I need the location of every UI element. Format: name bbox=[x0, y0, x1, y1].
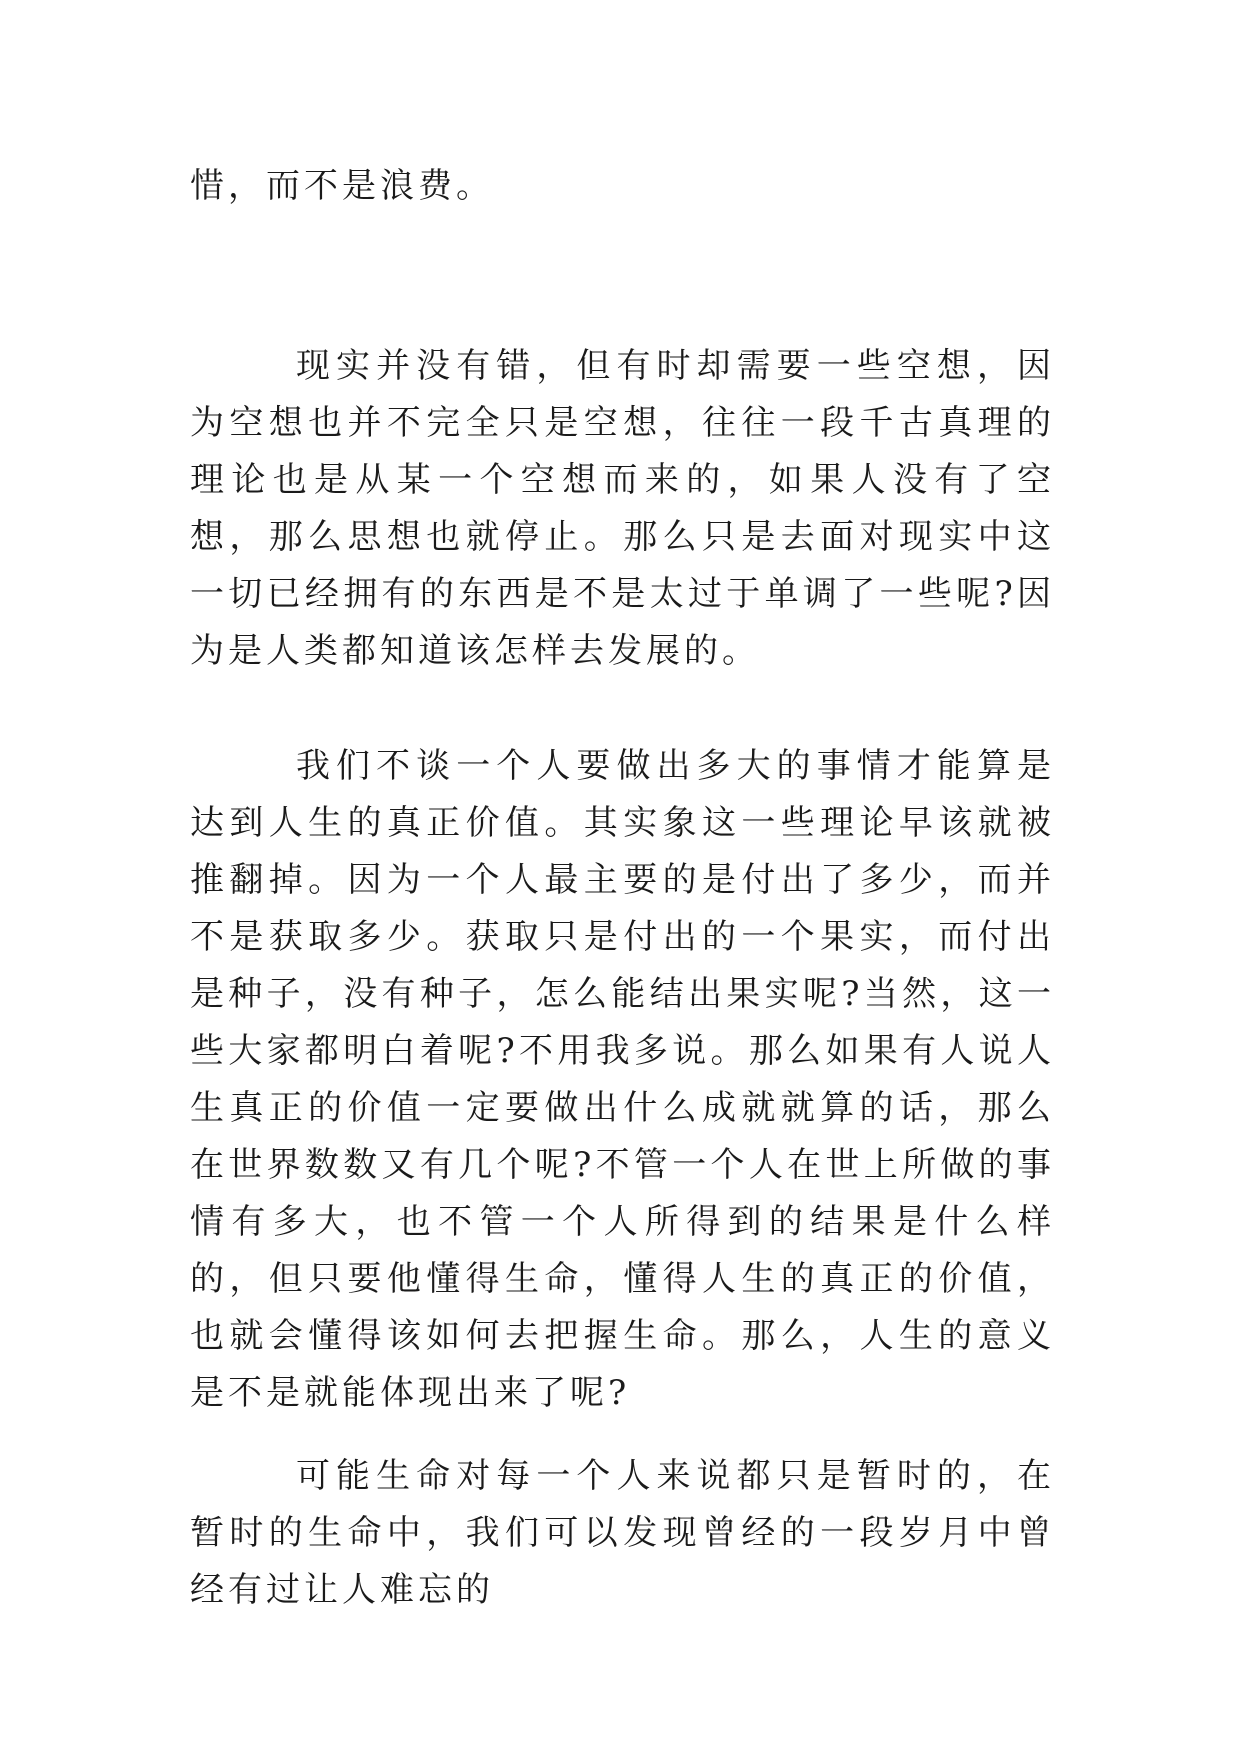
paragraph-continuation: 惜，而不是浪费。 bbox=[190, 166, 494, 206]
paragraph-value-of-life: 我们不谈一个人要做出多大的事情才能算是达到人生的真正价值。其实象这一些理论早该就被推翻掉。因为一个人最主要的是付出了多少，而并不是获取多少。获取只是付出的一个果实，而付出是种子，没有种子，怎么能结出果实呢?当然，这一些大家都明白着呢?不用我多说。那么如果有人说人生真正的价值一定要做出什么成就就算的话，那么在世界数数又有几个呢?不管一个人在世上所做的事情有多大，也不管一个人所得到的结果是什么样的，但只要他懂得生命，懂得人生的真正的价值，也就会懂得该如何去把握生命。那么，人生的意义是不是就能体现出来了呢? bbox=[190, 746, 1055, 1413]
paragraph-life-is-temporary: 可能生命对每一个人来说都只是暂时的，在暂时的生命中，我们可以发现曾经的一段岁月中曾经有过让人难忘的 bbox=[190, 1456, 1055, 1610]
paragraph-reality-and-imagination: 现实并没有错，但有时却需要一些空想，因为空想也并不完全只是空想，往往一段千古真理的理论也是从某一个空想而来的，如果人没有了空想，那么思想也就停止。那么只是去面对现实中这一切已经拥有的东西是不是太过于单调了一些呢?因为是人类都知道该怎样去发展的。 bbox=[190, 346, 1055, 671]
